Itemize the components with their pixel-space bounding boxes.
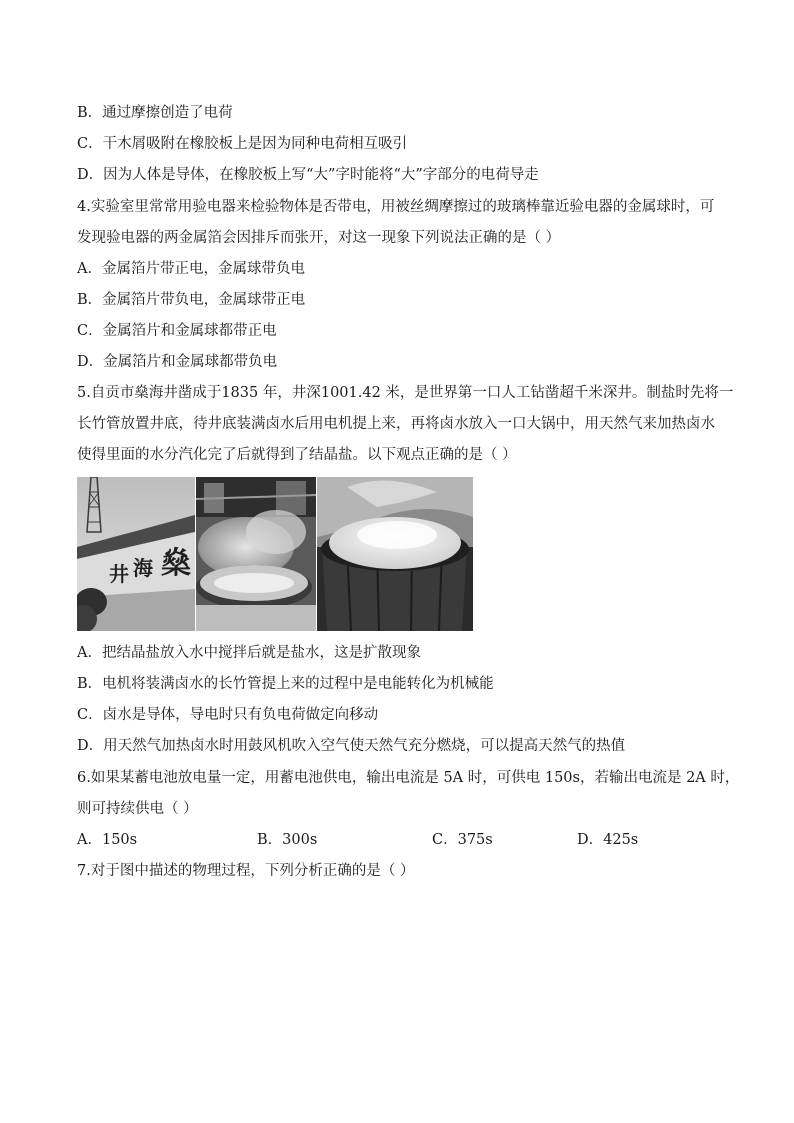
sign-char-3: 燊 <box>161 546 191 581</box>
q5-option-c: C．卤水是导体，导电时只有负电荷做定向移动 <box>77 707 379 723</box>
photo-brine-pan <box>196 477 316 631</box>
q6-option-b: B．300s <box>257 832 318 848</box>
q4-stem-line1: 4.实验室里常常用验电器来检验物体是否带电，用被丝绸摩擦过的玻璃棒靠近验电器的金属球时，可 <box>77 199 715 215</box>
q5-stem-line3: 使得里面的水分汽化完了后就得到了结晶盐。以下观点正确的是（ ） <box>77 447 517 463</box>
q3-option-c: C．干木屑吸附在橡胶板上是因为同种电荷相互吸引 <box>77 136 408 152</box>
q5-stem-line1: 5.自贡市燊海井凿成于1835 年，井深1001.42 米，是世界第一口人工钻凿超千米深井。制盐时先将一 <box>77 385 734 401</box>
q4-option-d: D．金属箔片和金属球都带负电 <box>77 354 278 370</box>
q4-stem-line2: 发现验电器的两金属箔会因排斥而张开，对这一现象下列说法正确的是（ ） <box>77 230 561 246</box>
q6-option-a: A．150s <box>77 832 138 848</box>
q5-stem-line2: 长竹管放置井底，待井底装满卤水后用电机提上来，再将卤水放入一口大锅中，用天然气来加热卤水 <box>77 416 715 432</box>
q5-option-b: B．电机将装满卤水的长竹管提上来的过程中是电能转化为机械能 <box>77 676 494 692</box>
q7-stem: 7.对于图中描述的物理过程，下列分析正确的是（ ） <box>77 863 415 879</box>
q5-option-a: A．把结晶盐放入水中搅拌后就是盐水，这是扩散现象 <box>77 645 421 661</box>
salt-well-photos <box>77 477 473 631</box>
q6-stem-line2: 则可持续供电（ ） <box>77 801 198 817</box>
q6-option-c: C．375s <box>432 832 493 848</box>
sign-char-2: 海 <box>133 556 153 580</box>
q6-option-d: D．425s <box>577 832 639 848</box>
q4-option-b: B．金属箔片带负电，金属球带正电 <box>77 292 306 308</box>
q4-option-c: C．金属箔片和金属球都带正电 <box>77 323 277 339</box>
q3-option-d: D．因为人体是导体，在橡胶板上写“大”字时能将“大”字部分的电荷导走 <box>77 167 539 183</box>
q4-option-a: A．金属箔片带正电，金属球带负电 <box>77 261 305 277</box>
photo-well-gate <box>77 477 195 631</box>
q3-option-b: B．通过摩擦创造了电荷 <box>77 105 233 121</box>
q6-stem-line1: 6.如果某蓄电池放电量一定，用蓄电池供电，输出电流是 5A 时，可供电 150s，若输出电流是 2A 时， <box>77 770 740 786</box>
q5-option-d: D．用天然气加热卤水时用鼓风机吹入空气使天然气充分燃烧，可以提高天然气的热值 <box>77 738 626 754</box>
sign-char-1: 井 <box>109 562 129 586</box>
photo-salt-barrel <box>317 477 473 631</box>
